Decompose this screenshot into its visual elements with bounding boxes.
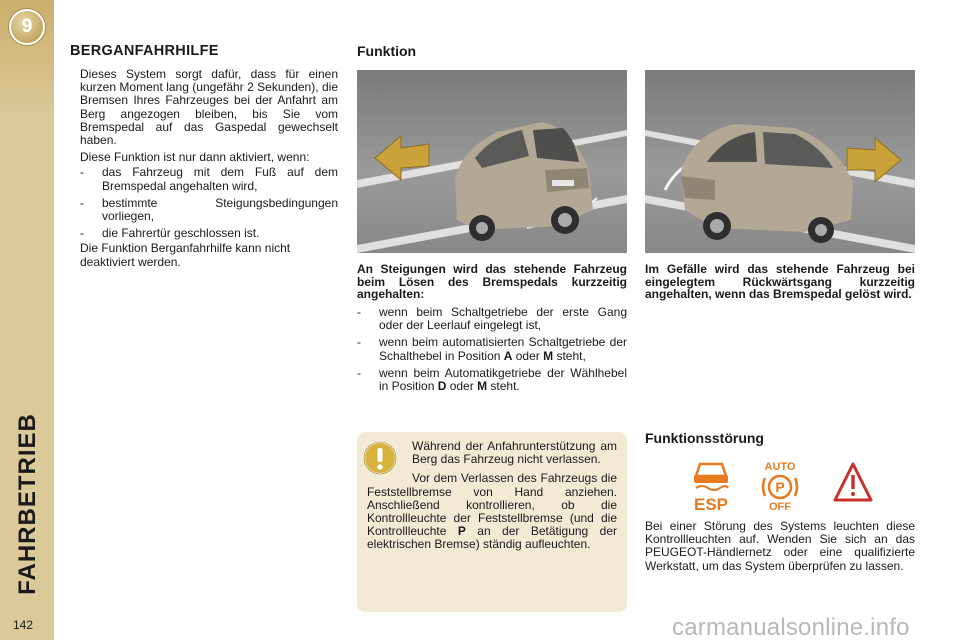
page-number: 142: [13, 618, 34, 632]
uphill-illustration: [357, 70, 627, 253]
esp-label: ESP: [693, 495, 729, 514]
intro-paragraph: Dieses System sorgt dafür, dass für einen kurzen Moment lang (ungefähr 2 Sekunden), die Bremsen Ihres Fahrzeuges bei der Anfahrt am Berg angezogen bleiben, bis Sie vom Bremspedal auf das Gaspedal gewechselt haben.: [80, 67, 338, 148]
auto-label: AUTO: [764, 461, 796, 473]
watermark: carmanualsonline.info: [672, 614, 910, 640]
chapter-badge: [9, 9, 45, 45]
downhill-caption: Im Gefälle wird das stehende Fahrzeug bei eingelegtem Rückwärtsgang kurzzeitig angehalten, wenn das Bremspedal gelöst wird.: [645, 262, 915, 301]
downhill-car-drawing: [645, 70, 915, 253]
alert-triangle-icon: [835, 464, 871, 500]
section-heading: BERGANFAHRHILFE: [70, 43, 219, 59]
esp-lamp-icon: [694, 464, 728, 514]
uphill-item: - wenn beim Schaltgetriebe der erste Gang oder der Leerlauf eingelegt ist,: [357, 305, 627, 333]
fault-heading: Funktionsstörung: [645, 430, 764, 446]
warning-line-1: Während der Anfahrunterstützung am Berg das Fahrzeug nicht verlassen.: [412, 439, 617, 467]
fault-warning-lamps: [688, 458, 888, 514]
condition-item: - das Fahrzeug mit dem Fuß auf dem Bremspedal angehalten wird,: [80, 165, 338, 193]
uphill-car-drawing: [357, 70, 627, 253]
intro-text-block: [80, 68, 338, 273]
fault-description: Bei einer Störung des Systems leuchten diese Kontrollleuchten auf. Wenden Sie sich an das PEUGEOT-Händlernetz oder eine qualifizierte Werkstatt, um das System überprüfen zu lassen.: [645, 519, 915, 573]
condition-lead: Diese Funktion ist nur dann aktiviert, wenn:: [80, 150, 310, 165]
uphill-caption: An Steigungen wird das stehende Fahrzeug beim Lösen des Bremspedals kurzzeitig angehalten:: [357, 262, 627, 301]
downhill-illustration: [645, 70, 915, 253]
warning-text: [367, 440, 617, 556]
chapter-number: 9: [21, 16, 33, 37]
condition-item: - bestimmte Steigungsbedingungen vorliegen,: [80, 195, 338, 224]
chapter-title-vertical: [8, 404, 48, 604]
uphill-item: - wenn beim Automatikgetriebe der Wählhebel in Position D oder M steht.: [357, 365, 627, 394]
uphill-item: - wenn beim automatisierten Schaltgetriebe der Schalthebel in Position A oder M steht,: [357, 335, 627, 363]
chapter-title: FAHRBETRIEB: [14, 413, 41, 595]
parking-brake-auto-off-icon: [763, 461, 797, 513]
svg-text:P: P: [775, 479, 785, 495]
condition-item: - die Fahrertür geschlossen ist.: [80, 226, 260, 241]
closing-paragraph: Die Funktion Berganfahrhilfe kann nicht deaktiviert werden.: [80, 241, 291, 269]
warning-line-2: Vor dem Verlassen des Fahrzeugs die Feststellbremse von Hand anziehen. Anschließend kontrollieren, ob die Kontrollleuchte der Feststellbremse (und die Kontrollleuchte P an der Betätigung der elektrischen Bremse) ständig aufleuchten.: [367, 471, 617, 552]
function-heading: Funktion: [357, 43, 417, 59]
uphill-conditions: [357, 306, 627, 397]
off-label: OFF: [769, 501, 791, 513]
